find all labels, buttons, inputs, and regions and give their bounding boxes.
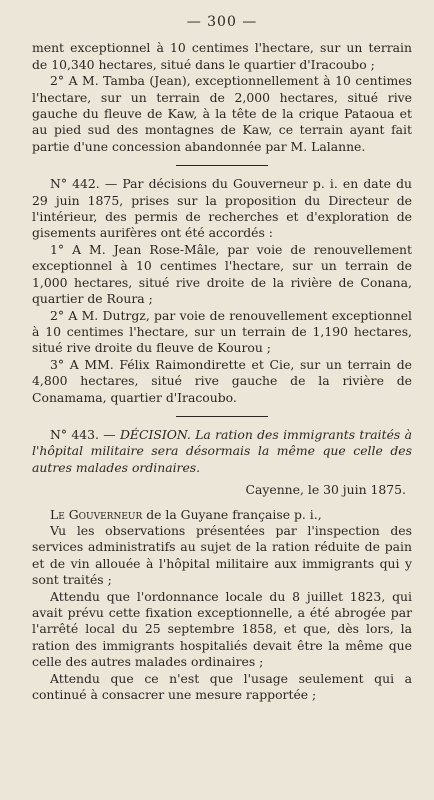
section-divider: [176, 165, 268, 166]
section-442-intro: [32, 176, 412, 242]
section-442-item-3: 3° A MM. Félix Raimondirette et Cie, sur un terrain de 4,800 hectares, situé rive gauche de la rivière de Conamama, quartier d'Iracoubo.: [32, 356, 412, 405]
section-443-number: N° 443.: [50, 426, 99, 442]
section-442-number: N° 442.: [50, 176, 100, 192]
section-443-paragraph-3: Attendu que ce n'est que l'usage seulement qui a continué à consacrer une mesure rapportée ;: [32, 670, 412, 703]
section-442-item-1: 1° A M. Jean Rose-Mâle, par voie de renouvellement exceptionnel à 10 centimes l'hectare, sur un terrain de 1,000 hectares, situé rive droite de la rivière de Conana, quartier de Roura ;: [32, 241, 412, 307]
section-442-text: — Par décisions du Gouverneur p. i. en date du 29 juin 1875, prises sur la proposition du Directeur de l'intérieur, des permis de recherches et d'exploration de gisements aurifères ont été accordés :: [32, 176, 412, 241]
governor-rest: de la Guyane française p. i.,: [142, 506, 322, 522]
intro-paragraph-1: ment exceptionnel à 10 centimes l'hectare, sur un terrain de 10,340 hectares, situé dans le quartier d'Iracoubo ;: [32, 40, 412, 72]
section-443-paragraph-2: Attendu que l'ordonnance locale du 8 juillet 1823, qui avait prévu cette fixation exceptionnelle, a été abrogée par l'arrêté local du 25 septembre 1858, et que, dès lors, la ration des immigrants hospitaliés devait être la même que celle des autres malades ordinaires ;: [32, 588, 412, 670]
governor-title: Le Gouverneur: [50, 506, 143, 522]
section-divider: [176, 416, 268, 417]
decision-label: DÉCISION.: [119, 426, 191, 442]
intro-paragraph-2: 2° A M. Tamba (Jean), exceptionnellement à 10 centimes l'hectare, sur un terrain de 2,000 hectares, situé rive gauche du fleuve de Kaw, à la tête de la crique Pataoua et au pied sud des montagnes de Kaw, ce terrain ayant fait partie d'une concession abandonnée par M. Lalanne.: [32, 73, 412, 154]
page-number: — 300 —: [186, 14, 258, 30]
governor-line: [32, 507, 412, 523]
section-443-dash: —: [98, 426, 120, 442]
dateline: Cayenne, le 30 juin 1875.: [245, 482, 406, 498]
decision-text: La ration des immigrants traités à l'hôpital militaire sera désormais la même que celle des autres malades ordinaires.: [32, 426, 412, 475]
section-443-heading: [32, 427, 412, 476]
section-442-item-2: 2° A M. Dutrgz, par voie de renouvellement exceptionnel à 10 centimes l'hectare, sur un terrain de 1,190 hectares, situé rive droite du fleuve de Kourou ;: [32, 307, 412, 356]
section-443-paragraph-1: Vu les observations présentées par l'inspection des services administratifs au sujet de la ration réduite de pain et de vin allouée à l'hôpital militaire aux immigrants qui y sont traités ;: [32, 522, 412, 588]
